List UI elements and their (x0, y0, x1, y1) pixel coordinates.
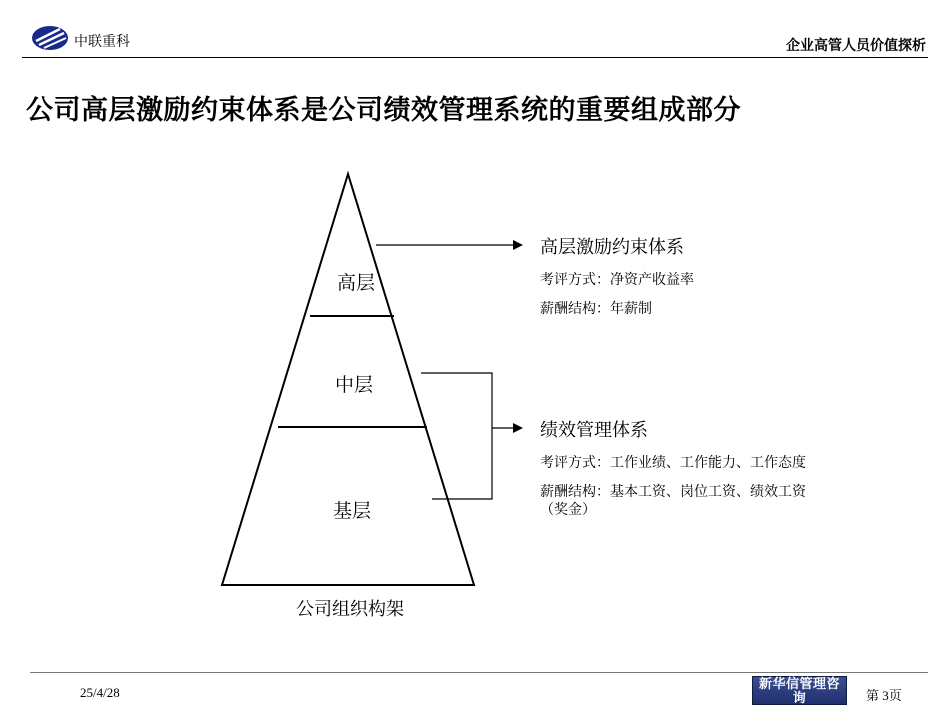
level-middle-label: 中层 (334, 374, 374, 396)
system-2-line-2: 薪酬结构：基本工资、岗位工资、绩效工资 (540, 484, 806, 500)
system-1-line-2: 薪酬结构：年薪制 (540, 301, 652, 317)
level-top-label: 高层 (336, 272, 376, 294)
document-title: 企业高管人员价值探析 (786, 38, 926, 54)
level-base-label: 基层 (332, 500, 372, 522)
arrow-top-head-icon (513, 240, 523, 250)
footer-divider (30, 672, 928, 673)
system-2-line-3: （奖金） (540, 502, 596, 518)
system-2-title: 绩效管理体系 (540, 420, 648, 441)
system-1-title: 高层激励约束体系 (540, 237, 684, 258)
badge-chinese-text: 新华信管理咨询 (758, 677, 840, 706)
system-2-line-1: 考评方式：工作业绩、工作能力、工作态度 (540, 455, 806, 471)
page-title: 公司高层激励约束体系是公司绩效管理系统的重要组成部分 (26, 95, 741, 126)
bracket-lower-levels (421, 373, 492, 499)
footer-date: 25/4/28 (80, 685, 120, 700)
company-name: 中联重科 (74, 34, 130, 50)
system-1-line-1: 考评方式：净资产收益率 (540, 272, 694, 288)
pyramid-caption: 公司组织构架 (296, 599, 404, 620)
arrow-bottom-head-icon (513, 423, 523, 433)
page-number: 第 3页 (866, 688, 902, 703)
consultancy-badge (752, 676, 847, 717)
badge-english-text: SINOTRUST (760, 706, 839, 717)
